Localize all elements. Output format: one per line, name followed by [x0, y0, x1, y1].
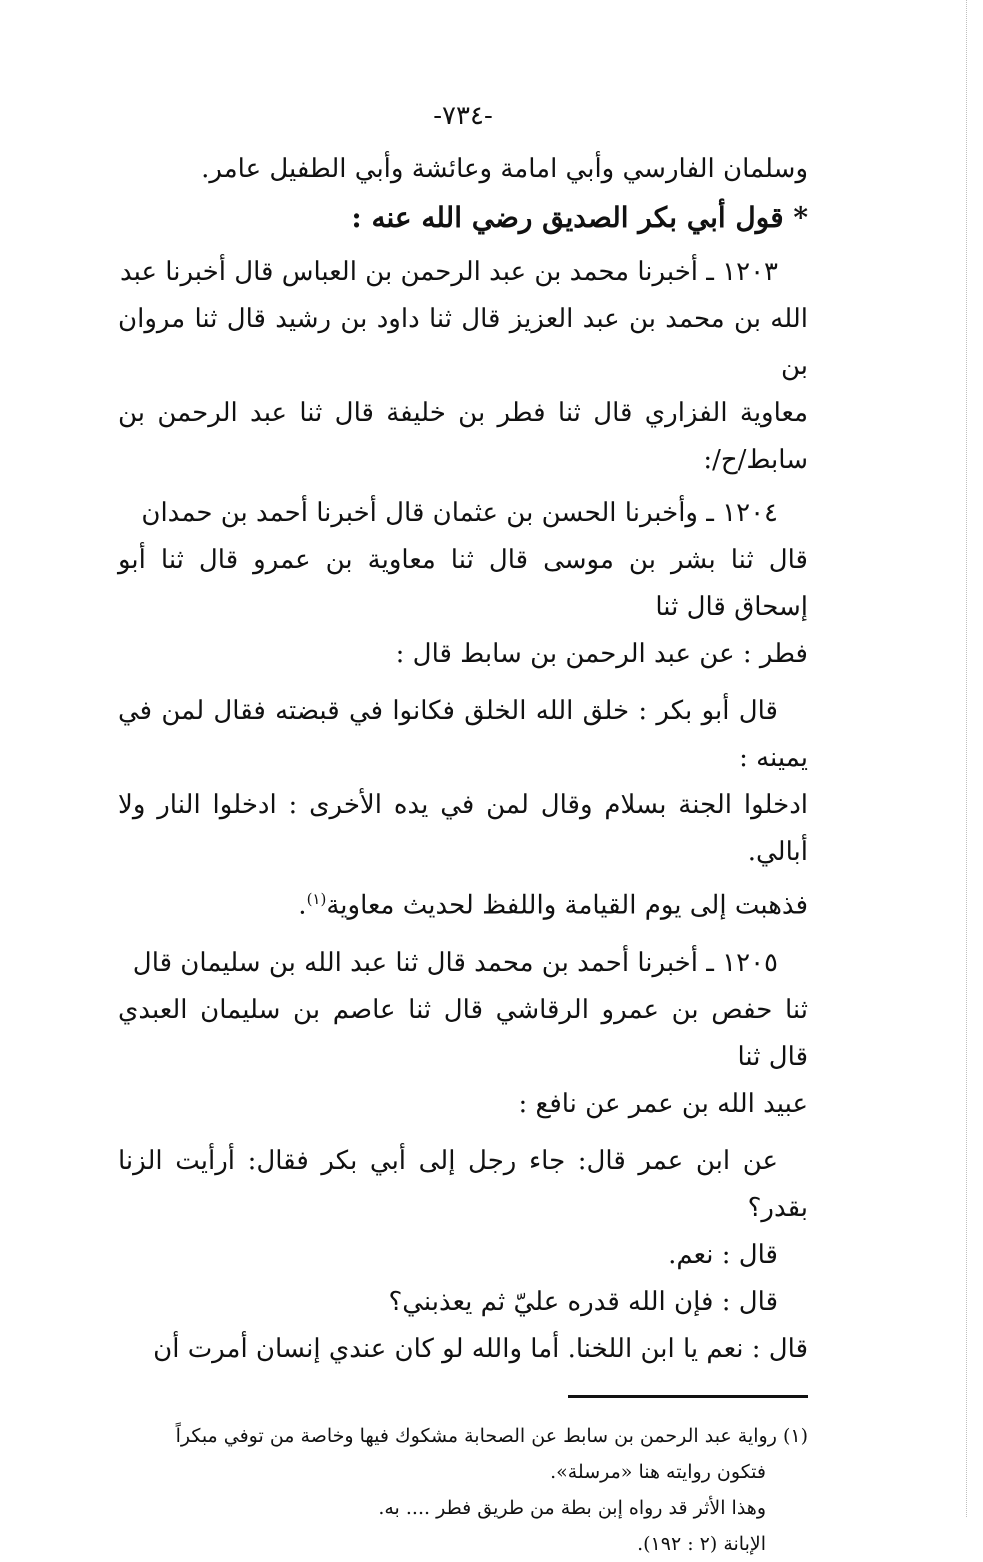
page-number: -٧٣٤-: [433, 101, 493, 131]
abubakr-text-line: ادخلوا الجنة بسلام وقال لمن في يده الأخرى : ادخلوا النار ولا أبالي.: [118, 790, 808, 867]
hadith-1203-line: ١٢٠٣ ـ أخبرنا محمد بن عبد الرحمن بن العباس قال أخبرنا عبد: [120, 257, 778, 287]
footnote-line: الإبانة (٢ : ١٩٢).: [637, 1532, 766, 1555]
dialogue-line: عن ابن عمر قال: جاء رجل إلى أبي بكر فقال: أرأيت الزنا بقدر؟: [118, 1145, 808, 1223]
hadith-1205-line: ثنا حفص بن عمرو الرقاشي قال ثنا عاصم بن سليمان العبدي قال ثنا: [118, 994, 808, 1072]
hadith-1203: [118, 249, 808, 484]
page-edge-line: [965, 0, 967, 1517]
footnote-line: وهذا الأثر قد رواه إبن بطة من طريق فطر .... به.: [378, 1496, 766, 1519]
hadith-1205-line: ١٢٠٥ ـ أخبرنا أحمد بن محمد قال ثنا عبد الله بن سليمان قال: [132, 947, 778, 978]
hadith-1204: [118, 490, 808, 678]
dialogue-line: قال : نعم يا ابن اللخنا. أما والله لو كان عندي إنسان أمرت أن: [153, 1333, 808, 1364]
book-page: [118, 96, 808, 1562]
hadith-1203-line: معاوية الفزاري قال ثنا فطر بن خليفة قال ثنا عبد الرحمن بن سابط/ح/:: [118, 398, 808, 475]
hadith-1205: [118, 940, 808, 1128]
intro-line: وسلمان الفارسي وأبي امامة وعائشة وأبي الطفيل عامر.: [201, 154, 808, 184]
dialogue-line: قال : فإن الله قدره عليّ ثم يعذبني؟: [388, 1286, 778, 1317]
abubakr-text-line-content: فذهبت إلى يوم القيامة واللفظ لحديث معاوية: [326, 890, 808, 921]
footnotes: [118, 1418, 808, 1562]
section-heading: * قول أبي بكر الصديق رضي الله عنه :: [351, 201, 808, 234]
abubakr-text: [118, 688, 808, 930]
hadith-1204-line: ١٢٠٤ ـ وأخبرنا الحسن بن عثمان قال أخبرنا أحمد بن حمدان: [141, 498, 778, 528]
hadith-1205-line: عبيد الله بن عمر عن نافع :: [518, 1088, 808, 1119]
hadith-1204-line: قال ثنا بشر بن موسى قال ثنا معاوية بن عمرو قال ثنا أبو إسحاق قال ثنا: [118, 545, 808, 622]
footnote-line: (١) رواية عبد الرحمن بن سابط عن الصحابة مشكوك فيها وخاصة من توفي مبكراً: [175, 1424, 808, 1447]
hadith-1203-line: الله بن محمد بن عبد العزيز قال ثنا داود بن رشيد قال ثنا مروان بن: [118, 304, 808, 381]
abubakr-text-line: قال أبو بكر : خلق الله الخلق فكانوا في قبضته فقال لمن في يمينه :: [118, 696, 808, 773]
footnote-marker: (١): [306, 890, 327, 908]
footnote-line: فتكون روايته هنا «مرسلة».: [550, 1460, 766, 1483]
footnote-separator: [568, 1395, 808, 1398]
dialogue: [118, 1138, 808, 1373]
dialogue-line: قال : نعم.: [668, 1239, 778, 1270]
hadith-1204-line: فطر : عن عبد الرحمن بن سابط قال :: [395, 639, 808, 669]
abubakr-text-line-last: فذهبت إلى يوم القيامة واللفظ لحديث معاوية$^{(١)}$.: [298, 890, 808, 921]
